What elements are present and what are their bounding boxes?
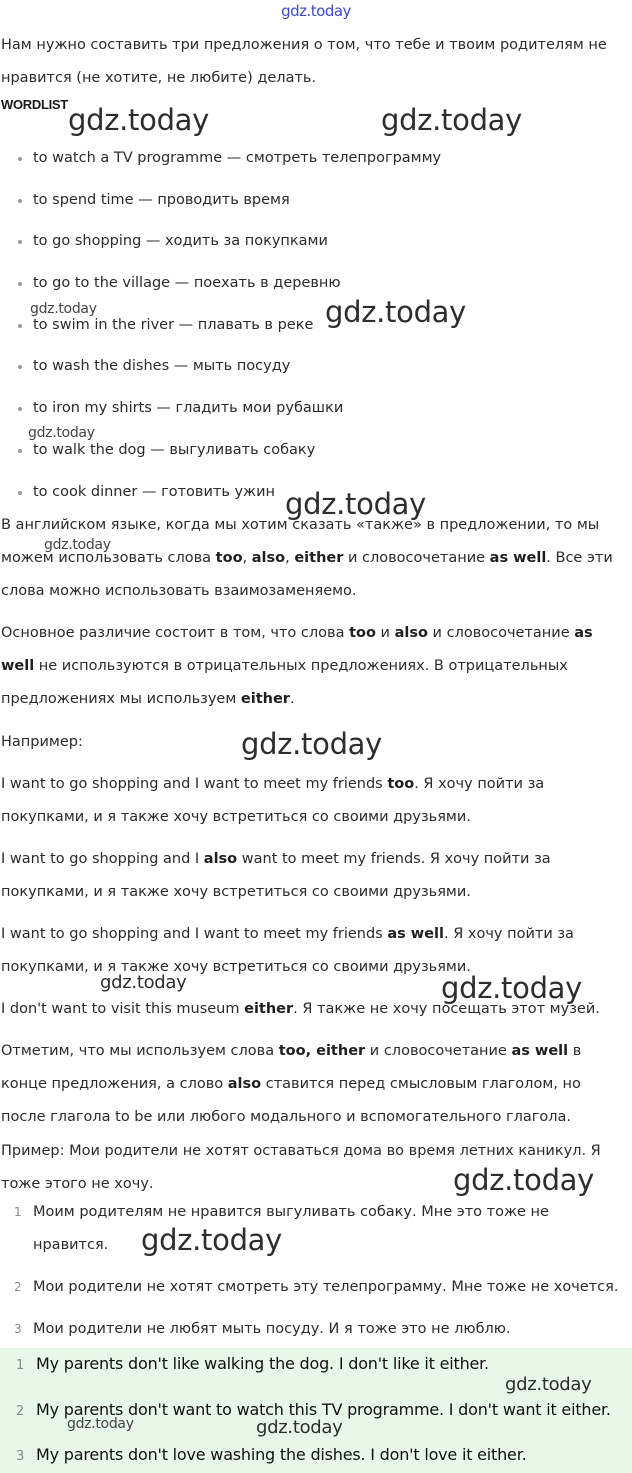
explanation-paragraph-1 — [1, 509, 623, 608]
example-sentence-2 — [1, 843, 623, 909]
explanation-paragraph-2 — [1, 617, 623, 716]
text-run: . Все эти слова можно использовать взаимозаменяемо. — [1, 550, 613, 599]
watermark: gdz.today — [505, 1374, 592, 1395]
example-label: Например: — [1, 734, 83, 750]
wordlist-heading: WORDLIST — [1, 97, 68, 112]
task-list — [0, 1196, 632, 1346]
text-run: и словосочетание — [427, 625, 575, 641]
keyword: too — [349, 625, 376, 641]
text-run: Основное различие состоит в том, что слова — [1, 625, 350, 641]
wordlist-item-text: to cook dinner — готовить ужин — [33, 483, 276, 500]
wordlist-item — [0, 348, 441, 390]
wordlist-item — [0, 223, 441, 265]
text-run: . — [289, 691, 295, 707]
keyword: as well — [489, 550, 547, 566]
task-item — [0, 1271, 623, 1313]
wordlist-item-text: to iron my shirts — гладить мои рубашки — [33, 400, 344, 417]
item-number: 2 — [14, 1280, 22, 1294]
task-text: Мои родители не хотят смотреть эту телепрограмму. Мне тоже не хочется. — [33, 1279, 619, 1295]
keyword: either — [294, 550, 344, 566]
keyword: too — [387, 776, 415, 792]
keyword: also — [227, 1076, 262, 1092]
bullet-icon — [18, 324, 22, 328]
text-run: В английском языке, когда мы хотим сказать «также» в предложении, то мы можем использовать слова — [1, 517, 600, 566]
item-number: 1 — [16, 1358, 25, 1373]
task-text: Моим родителям не нравится выгуливать собаку. Мне это тоже не нравится. — [33, 1204, 549, 1253]
watermark: gdz.today — [381, 103, 523, 137]
bullet-icon — [18, 491, 22, 495]
watermark: gdz.today — [441, 971, 583, 1005]
watermark: gdz.today — [453, 1163, 595, 1197]
keyword: as well — [387, 926, 444, 942]
item-number: 1 — [14, 1205, 22, 1219]
watermark: gdz.today — [28, 425, 95, 441]
watermark: gdz.today — [256, 1417, 343, 1438]
keyword: too, either — [278, 1043, 366, 1059]
watermark: gdz.today — [68, 103, 210, 137]
text-run: . Я также не хочу посещать этот музей. — [293, 1001, 600, 1017]
task-text: Мои родители не любят мыть посуду. И я тоже это не люблю. — [33, 1321, 511, 1337]
keyword: as well — [511, 1043, 569, 1059]
text-run: и словосочетание — [365, 1043, 512, 1059]
text-run: I don't want to visit this museum — [1, 1001, 245, 1017]
text-run: ставится перед смысловым глаголом, но после глагола to be или любого модального и вспомогательного глагола. — [1, 1076, 581, 1125]
site-logo[interactable]: gdz.today — [281, 2, 351, 20]
wordlist-item-text: to go shopping — ходить за покупками — [33, 233, 328, 250]
keyword: also — [203, 851, 238, 867]
keyword: also — [394, 625, 428, 641]
wordlist-item-text: to watch a TV programme — смотреть телепрограмму — [33, 150, 442, 166]
bullet-icon — [18, 157, 22, 161]
text-run: want to meet my friends. Я хочу пойти за покупками, и я также хочу встретиться со своими друзьями. — [1, 851, 551, 900]
wordlist-item-text: to go to the village — поехать в деревню — [33, 275, 341, 292]
text-run: . Я хочу пойти за покупками, и я также хочу встретиться со своими друзьями. — [1, 926, 574, 975]
bullet-icon — [18, 282, 22, 286]
task-item — [0, 1313, 623, 1346]
text-run: и словосочетание — [343, 550, 490, 566]
example-sentence-1 — [1, 768, 623, 834]
bullet-icon — [18, 407, 22, 411]
wordlist-item-text: to wash the dishes — мыть посуду — [33, 358, 291, 375]
keyword: either — [240, 691, 290, 707]
text-run: и — [375, 625, 395, 641]
item-number: 3 — [14, 1322, 22, 1336]
bullet-icon — [18, 240, 22, 244]
explanation-paragraph-3 — [1, 1035, 623, 1134]
watermark: gdz.today — [30, 301, 97, 317]
text-run: I want to go shopping and I want to meet my friends — [1, 926, 388, 942]
bullet-icon — [18, 449, 22, 453]
text-run: в конце предложения, а слово — [1, 1043, 582, 1092]
text-run: I want to go shopping and I want to meet my friends — [1, 776, 388, 792]
watermark: gdz.today — [141, 1223, 283, 1257]
watermark: gdz.today — [100, 972, 187, 993]
bullet-icon — [18, 199, 22, 203]
bullet-icon — [18, 365, 22, 369]
answer-text: My parents don't like walking the dog. I don't like it either. — [36, 1354, 489, 1373]
text-run: . Я хочу пойти за покупками, и я также хочу встретиться со своими друзьями. — [1, 776, 545, 825]
task-item — [0, 1196, 623, 1271]
keyword: also — [251, 550, 286, 566]
wordlist-item-text: to walk the dog — выгуливать собаку — [33, 441, 316, 458]
answer-text: My parents don't want to watch this TV programme. I don't want it either. — [36, 1400, 611, 1419]
watermark: gdz.today — [67, 1416, 134, 1432]
intro-text: Нам нужно составить три предложения о том, что тебе и твоим родителям не нравится (не хотите, не любите) делать. — [1, 37, 607, 86]
watermark: gdz.today — [325, 295, 467, 329]
answer-text: My parents don't love washing the dishes. I don't love it either. — [36, 1445, 527, 1464]
item-number: 3 — [16, 1449, 25, 1464]
watermark: gdz.today — [44, 537, 111, 553]
keyword: too — [215, 550, 243, 566]
text-run: Отметим, что мы используем слова — [1, 1043, 279, 1059]
item-number: 2 — [16, 1404, 25, 1419]
wordlist-item-text: to swim in the river — плавать в реке — [33, 316, 314, 333]
text-run: , — [285, 550, 295, 566]
text-run: не используются в отрицательных предложениях. В отрицательных предложениях мы используем — [1, 658, 568, 707]
wordlist-item-text: to spend time — проводить время — [33, 191, 290, 208]
keyword: as well — [1, 625, 593, 674]
text-run: I want to go shopping and I — [1, 851, 204, 867]
wordlist-item — [0, 182, 441, 224]
answer-box — [0, 1348, 632, 1473]
keyword: either — [244, 1001, 294, 1017]
text-run: , — [242, 550, 252, 566]
explanation-example: Пример: Мои родители не хотят оставаться дома во время летних каникул. Я тоже этого не хочу. — [1, 1143, 601, 1192]
watermark: gdz.today — [241, 727, 383, 761]
watermark: gdz.today — [285, 487, 427, 521]
wordlist-item — [0, 140, 441, 182]
